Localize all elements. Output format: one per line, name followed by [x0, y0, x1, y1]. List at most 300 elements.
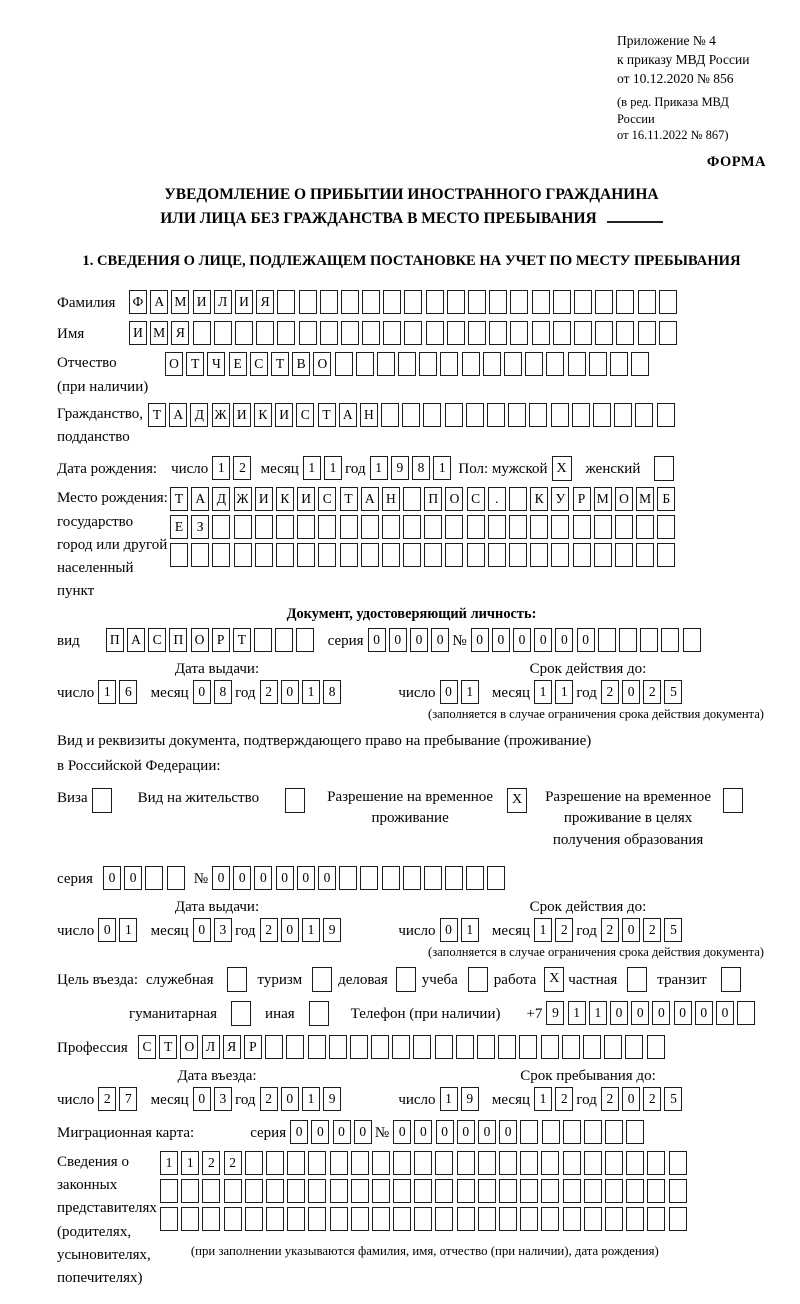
char-cell[interactable]: [619, 628, 637, 652]
char-cell[interactable]: О: [165, 352, 183, 376]
char-cell[interactable]: [398, 352, 416, 376]
char-cell[interactable]: [562, 1035, 580, 1059]
char-cell[interactable]: 1: [461, 918, 479, 942]
char-cell[interactable]: 0: [124, 866, 142, 890]
char-cell[interactable]: [657, 543, 675, 567]
char-cell[interactable]: О: [445, 487, 463, 511]
char-cell[interactable]: [626, 1120, 644, 1144]
char-cell[interactable]: Т: [233, 628, 251, 652]
char-cell[interactable]: [372, 1179, 390, 1203]
char-cell[interactable]: 0: [431, 628, 449, 652]
char-cell[interactable]: [625, 1035, 643, 1059]
char-cell[interactable]: [640, 628, 658, 652]
char-cell[interactable]: 2: [202, 1151, 220, 1175]
char-cell[interactable]: 0: [333, 1120, 351, 1144]
char-cell[interactable]: [573, 543, 591, 567]
char-cell[interactable]: Ж: [212, 403, 230, 427]
char-cell[interactable]: [245, 1207, 263, 1231]
char-cell[interactable]: [468, 290, 486, 314]
char-cell[interactable]: Р: [573, 487, 591, 511]
char-cell[interactable]: [426, 321, 444, 345]
char-cell[interactable]: [404, 290, 422, 314]
char-cell[interactable]: [402, 403, 420, 427]
char-cell[interactable]: К: [254, 403, 272, 427]
char-cell[interactable]: [683, 628, 701, 652]
char-cell[interactable]: [340, 543, 358, 567]
char-cell[interactable]: [224, 1179, 242, 1203]
char-cell[interactable]: К: [276, 487, 294, 511]
char-cell[interactable]: [605, 1207, 623, 1231]
char-cell[interactable]: [584, 1207, 602, 1231]
char-cell[interactable]: 0: [652, 1001, 670, 1025]
char-cell[interactable]: [610, 352, 628, 376]
char-cell[interactable]: [510, 321, 528, 345]
char-cell[interactable]: 0: [281, 680, 299, 704]
char-cell[interactable]: Т: [148, 403, 166, 427]
char-cell[interactable]: [403, 543, 421, 567]
char-cell[interactable]: 1: [568, 1001, 586, 1025]
char-cell[interactable]: [426, 290, 444, 314]
char-cell[interactable]: 0: [193, 1087, 211, 1111]
char-cell[interactable]: [403, 866, 421, 890]
char-cell[interactable]: С: [250, 352, 268, 376]
char-cell[interactable]: [616, 290, 634, 314]
char-cell[interactable]: [520, 1207, 538, 1231]
char-cell[interactable]: [519, 1035, 537, 1059]
char-cell[interactable]: 2: [555, 1087, 573, 1111]
char-cell[interactable]: [361, 515, 379, 539]
char-cell[interactable]: [212, 543, 230, 567]
char-cell[interactable]: 2: [601, 1087, 619, 1111]
char-cell[interactable]: [542, 1120, 560, 1144]
char-cell[interactable]: 0: [98, 918, 116, 942]
char-cell[interactable]: [447, 321, 465, 345]
char-cell[interactable]: [287, 1207, 305, 1231]
temp-residence-edu-checkbox[interactable]: [723, 788, 743, 813]
purpose-transit-checkbox[interactable]: [721, 967, 741, 992]
char-cell[interactable]: Д: [212, 487, 230, 511]
char-cell[interactable]: 0: [389, 628, 407, 652]
char-cell[interactable]: [584, 1120, 602, 1144]
char-cell[interactable]: А: [339, 403, 357, 427]
char-cell[interactable]: [659, 321, 677, 345]
char-cell[interactable]: [277, 321, 295, 345]
char-cell[interactable]: [647, 1179, 665, 1203]
char-cell[interactable]: [424, 543, 442, 567]
purpose-humanitarian-checkbox[interactable]: [231, 1001, 251, 1026]
char-cell[interactable]: [330, 1207, 348, 1231]
char-cell[interactable]: И: [275, 403, 293, 427]
char-cell[interactable]: [318, 515, 336, 539]
char-cell[interactable]: [234, 543, 252, 567]
char-cell[interactable]: [266, 1179, 284, 1203]
char-cell[interactable]: Т: [340, 487, 358, 511]
char-cell[interactable]: К: [530, 487, 548, 511]
char-cell[interactable]: А: [127, 628, 145, 652]
char-cell[interactable]: Т: [170, 487, 188, 511]
char-cell[interactable]: 5: [664, 1087, 682, 1111]
char-cell[interactable]: [362, 290, 380, 314]
male-checkbox[interactable]: X: [552, 456, 572, 481]
char-cell[interactable]: [541, 1207, 559, 1231]
char-cell[interactable]: 0: [457, 1120, 475, 1144]
char-cell[interactable]: 1: [433, 456, 451, 480]
char-cell[interactable]: [235, 321, 253, 345]
char-cell[interactable]: 1: [303, 456, 321, 480]
visa-checkbox[interactable]: [92, 788, 112, 813]
char-cell[interactable]: [214, 321, 232, 345]
char-cell[interactable]: [299, 290, 317, 314]
char-cell[interactable]: 2: [643, 1087, 661, 1111]
char-cell[interactable]: [299, 321, 317, 345]
char-cell[interactable]: 0: [440, 918, 458, 942]
char-cell[interactable]: [341, 290, 359, 314]
char-cell[interactable]: [445, 543, 463, 567]
char-cell[interactable]: 0: [103, 866, 121, 890]
char-cell[interactable]: 2: [260, 1087, 278, 1111]
char-cell[interactable]: О: [180, 1035, 198, 1059]
char-cell[interactable]: [382, 866, 400, 890]
char-cell[interactable]: [488, 543, 506, 567]
char-cell[interactable]: [595, 290, 613, 314]
char-cell[interactable]: [234, 515, 252, 539]
char-cell[interactable]: В: [292, 352, 310, 376]
char-cell[interactable]: [657, 403, 675, 427]
char-cell[interactable]: 8: [214, 680, 232, 704]
char-cell[interactable]: [181, 1207, 199, 1231]
char-cell[interactable]: 5: [664, 918, 682, 942]
char-cell[interactable]: 2: [555, 918, 573, 942]
char-cell[interactable]: Я: [223, 1035, 241, 1059]
char-cell[interactable]: [419, 352, 437, 376]
char-cell[interactable]: 9: [461, 1087, 479, 1111]
char-cell[interactable]: [530, 515, 548, 539]
residence-permit-checkbox[interactable]: [285, 788, 305, 813]
char-cell[interactable]: [329, 1035, 347, 1059]
char-cell[interactable]: [541, 1035, 559, 1059]
char-cell[interactable]: [509, 543, 527, 567]
char-cell[interactable]: [340, 515, 358, 539]
char-cell[interactable]: 0: [471, 628, 489, 652]
char-cell[interactable]: Ж: [234, 487, 252, 511]
char-cell[interactable]: [456, 1035, 474, 1059]
char-cell[interactable]: С: [138, 1035, 156, 1059]
purpose-work-checkbox[interactable]: X: [544, 967, 564, 992]
char-cell[interactable]: 1: [589, 1001, 607, 1025]
temp-residence-checkbox[interactable]: X: [507, 788, 527, 813]
char-cell[interactable]: [583, 1035, 601, 1059]
char-cell[interactable]: [551, 543, 569, 567]
char-cell[interactable]: 1: [302, 1087, 320, 1111]
char-cell[interactable]: [551, 403, 569, 427]
char-cell[interactable]: 0: [193, 680, 211, 704]
char-cell[interactable]: [573, 515, 591, 539]
char-cell[interactable]: [423, 403, 441, 427]
purpose-study-checkbox[interactable]: [468, 967, 488, 992]
char-cell[interactable]: 2: [224, 1151, 242, 1175]
char-cell[interactable]: [277, 290, 295, 314]
char-cell[interactable]: Т: [186, 352, 204, 376]
char-cell[interactable]: [529, 403, 547, 427]
char-cell[interactable]: 1: [212, 456, 230, 480]
char-cell[interactable]: [435, 1207, 453, 1231]
char-cell[interactable]: 0: [354, 1120, 372, 1144]
char-cell[interactable]: З: [191, 515, 209, 539]
purpose-business-checkbox[interactable]: [396, 967, 416, 992]
char-cell[interactable]: [440, 352, 458, 376]
char-cell[interactable]: О: [615, 487, 633, 511]
char-cell[interactable]: [657, 515, 675, 539]
char-cell[interactable]: [318, 543, 336, 567]
char-cell[interactable]: 0: [414, 1120, 432, 1144]
char-cell[interactable]: [320, 290, 338, 314]
char-cell[interactable]: 6: [119, 680, 137, 704]
char-cell[interactable]: [647, 1207, 665, 1231]
char-cell[interactable]: 0: [631, 1001, 649, 1025]
char-cell[interactable]: [224, 1207, 242, 1231]
char-cell[interactable]: [296, 628, 314, 652]
char-cell[interactable]: [553, 290, 571, 314]
char-cell[interactable]: [414, 1207, 432, 1231]
char-cell[interactable]: [393, 1207, 411, 1231]
char-cell[interactable]: С: [467, 487, 485, 511]
char-cell[interactable]: 0: [276, 866, 294, 890]
char-cell[interactable]: [499, 1207, 517, 1231]
char-cell[interactable]: [487, 403, 505, 427]
char-cell[interactable]: [435, 1035, 453, 1059]
char-cell[interactable]: П: [169, 628, 187, 652]
purpose-private-checkbox[interactable]: [627, 967, 647, 992]
char-cell[interactable]: [553, 321, 571, 345]
char-cell[interactable]: А: [361, 487, 379, 511]
char-cell[interactable]: 9: [546, 1001, 564, 1025]
char-cell[interactable]: [335, 352, 353, 376]
char-cell[interactable]: 0: [311, 1120, 329, 1144]
char-cell[interactable]: [532, 290, 550, 314]
char-cell[interactable]: У: [551, 487, 569, 511]
char-cell[interactable]: Н: [360, 403, 378, 427]
char-cell[interactable]: [381, 403, 399, 427]
char-cell[interactable]: [308, 1179, 326, 1203]
char-cell[interactable]: Ч: [207, 352, 225, 376]
char-cell[interactable]: [595, 321, 613, 345]
char-cell[interactable]: 1: [324, 456, 342, 480]
char-cell[interactable]: 0: [695, 1001, 713, 1025]
char-cell[interactable]: 5: [664, 680, 682, 704]
char-cell[interactable]: [383, 290, 401, 314]
char-cell[interactable]: [330, 1179, 348, 1203]
char-cell[interactable]: М: [636, 487, 654, 511]
char-cell[interactable]: 2: [260, 680, 278, 704]
char-cell[interactable]: [598, 628, 616, 652]
char-cell[interactable]: И: [297, 487, 315, 511]
char-cell[interactable]: 1: [98, 680, 116, 704]
char-cell[interactable]: Р: [212, 628, 230, 652]
char-cell[interactable]: И: [193, 290, 211, 314]
char-cell[interactable]: [350, 1035, 368, 1059]
char-cell[interactable]: 3: [214, 918, 232, 942]
char-cell[interactable]: 0: [212, 866, 230, 890]
char-cell[interactable]: [170, 543, 188, 567]
char-cell[interactable]: [638, 321, 656, 345]
char-cell[interactable]: [616, 321, 634, 345]
char-cell[interactable]: 1: [534, 918, 552, 942]
char-cell[interactable]: [604, 1035, 622, 1059]
char-cell[interactable]: [659, 290, 677, 314]
char-cell[interactable]: 2: [233, 456, 251, 480]
char-cell[interactable]: 0: [622, 680, 640, 704]
char-cell[interactable]: [614, 403, 632, 427]
char-cell[interactable]: Е: [170, 515, 188, 539]
char-cell[interactable]: [435, 1179, 453, 1203]
char-cell[interactable]: 0: [622, 918, 640, 942]
char-cell[interactable]: [377, 352, 395, 376]
char-cell[interactable]: [403, 487, 421, 511]
char-cell[interactable]: [584, 1179, 602, 1203]
char-cell[interactable]: [339, 866, 357, 890]
char-cell[interactable]: [445, 866, 463, 890]
char-cell[interactable]: [530, 543, 548, 567]
purpose-official-checkbox[interactable]: [227, 967, 247, 992]
char-cell[interactable]: И: [233, 403, 251, 427]
char-cell[interactable]: [636, 543, 654, 567]
char-cell[interactable]: [445, 515, 463, 539]
char-cell[interactable]: [466, 403, 484, 427]
female-checkbox[interactable]: [654, 456, 674, 481]
char-cell[interactable]: [509, 487, 527, 511]
char-cell[interactable]: [287, 1179, 305, 1203]
char-cell[interactable]: [245, 1179, 263, 1203]
char-cell[interactable]: [256, 321, 274, 345]
char-cell[interactable]: [467, 543, 485, 567]
char-cell[interactable]: 2: [643, 680, 661, 704]
char-cell[interactable]: [504, 352, 522, 376]
char-cell[interactable]: [413, 1035, 431, 1059]
char-cell[interactable]: [447, 290, 465, 314]
char-cell[interactable]: [266, 1207, 284, 1231]
char-cell[interactable]: М: [150, 321, 168, 345]
char-cell[interactable]: 1: [119, 918, 137, 942]
char-cell[interactable]: 0: [281, 1087, 299, 1111]
char-cell[interactable]: [341, 321, 359, 345]
char-cell[interactable]: А: [191, 487, 209, 511]
char-cell[interactable]: 0: [674, 1001, 692, 1025]
char-cell[interactable]: Т: [318, 403, 336, 427]
char-cell[interactable]: [574, 321, 592, 345]
char-cell[interactable]: 1: [555, 680, 573, 704]
char-cell[interactable]: 7: [119, 1087, 137, 1111]
char-cell[interactable]: М: [594, 487, 612, 511]
char-cell[interactable]: [181, 1179, 199, 1203]
char-cell[interactable]: [520, 1179, 538, 1203]
char-cell[interactable]: [626, 1207, 644, 1231]
char-cell[interactable]: 9: [323, 918, 341, 942]
char-cell[interactable]: [647, 1035, 665, 1059]
char-cell[interactable]: 3: [214, 1087, 232, 1111]
char-cell[interactable]: 1: [302, 918, 320, 942]
char-cell[interactable]: 0: [281, 918, 299, 942]
char-cell[interactable]: И: [255, 487, 273, 511]
char-cell[interactable]: [638, 290, 656, 314]
char-cell[interactable]: [424, 515, 442, 539]
char-cell[interactable]: [414, 1179, 432, 1203]
char-cell[interactable]: [532, 321, 550, 345]
char-cell[interactable]: И: [235, 290, 253, 314]
char-cell[interactable]: [255, 515, 273, 539]
char-cell[interactable]: [488, 515, 506, 539]
char-cell[interactable]: [478, 1207, 496, 1231]
char-cell[interactable]: 0: [492, 628, 510, 652]
char-cell[interactable]: [551, 515, 569, 539]
char-cell[interactable]: 1: [370, 456, 388, 480]
char-cell[interactable]: [615, 515, 633, 539]
char-cell[interactable]: [605, 1120, 623, 1144]
char-cell[interactable]: [669, 1179, 687, 1203]
char-cell[interactable]: [351, 1179, 369, 1203]
char-cell[interactable]: [669, 1207, 687, 1231]
char-cell[interactable]: 2: [601, 918, 619, 942]
char-cell[interactable]: Н: [382, 487, 400, 511]
char-cell[interactable]: [466, 866, 484, 890]
char-cell[interactable]: А: [169, 403, 187, 427]
char-cell[interactable]: Е: [229, 352, 247, 376]
char-cell[interactable]: [276, 543, 294, 567]
char-cell[interactable]: [563, 1120, 581, 1144]
char-cell[interactable]: Д: [190, 403, 208, 427]
char-cell[interactable]: [383, 321, 401, 345]
char-cell[interactable]: [605, 1179, 623, 1203]
char-cell[interactable]: [568, 352, 586, 376]
char-cell[interactable]: 0: [318, 866, 336, 890]
char-cell[interactable]: [594, 515, 612, 539]
char-cell[interactable]: 0: [555, 628, 573, 652]
char-cell[interactable]: [255, 543, 273, 567]
char-cell[interactable]: [212, 515, 230, 539]
char-cell[interactable]: 0: [513, 628, 531, 652]
char-cell[interactable]: 8: [412, 456, 430, 480]
char-cell[interactable]: О: [313, 352, 331, 376]
char-cell[interactable]: Я: [256, 290, 274, 314]
char-cell[interactable]: [297, 543, 315, 567]
char-cell[interactable]: 1: [160, 1151, 178, 1175]
purpose-tourism-checkbox[interactable]: [312, 967, 332, 992]
char-cell[interactable]: [594, 543, 612, 567]
char-cell[interactable]: [361, 543, 379, 567]
char-cell[interactable]: 1: [534, 680, 552, 704]
char-cell[interactable]: Л: [202, 1035, 220, 1059]
char-cell[interactable]: [202, 1207, 220, 1231]
char-cell[interactable]: 0: [193, 918, 211, 942]
char-cell[interactable]: [489, 290, 507, 314]
char-cell[interactable]: [202, 1179, 220, 1203]
char-cell[interactable]: И: [129, 321, 147, 345]
char-cell[interactable]: 0: [233, 866, 251, 890]
char-cell[interactable]: [297, 515, 315, 539]
char-cell[interactable]: [508, 403, 526, 427]
char-cell[interactable]: 0: [577, 628, 595, 652]
char-cell[interactable]: Р: [244, 1035, 262, 1059]
char-cell[interactable]: [404, 321, 422, 345]
char-cell[interactable]: 1: [302, 680, 320, 704]
char-cell[interactable]: [275, 628, 293, 652]
char-cell[interactable]: [615, 543, 633, 567]
char-cell[interactable]: [563, 1179, 581, 1203]
char-cell[interactable]: Б: [657, 487, 675, 511]
char-cell[interactable]: 0: [534, 628, 552, 652]
char-cell[interactable]: [468, 321, 486, 345]
char-cell[interactable]: 0: [297, 866, 315, 890]
char-cell[interactable]: 0: [478, 1120, 496, 1144]
